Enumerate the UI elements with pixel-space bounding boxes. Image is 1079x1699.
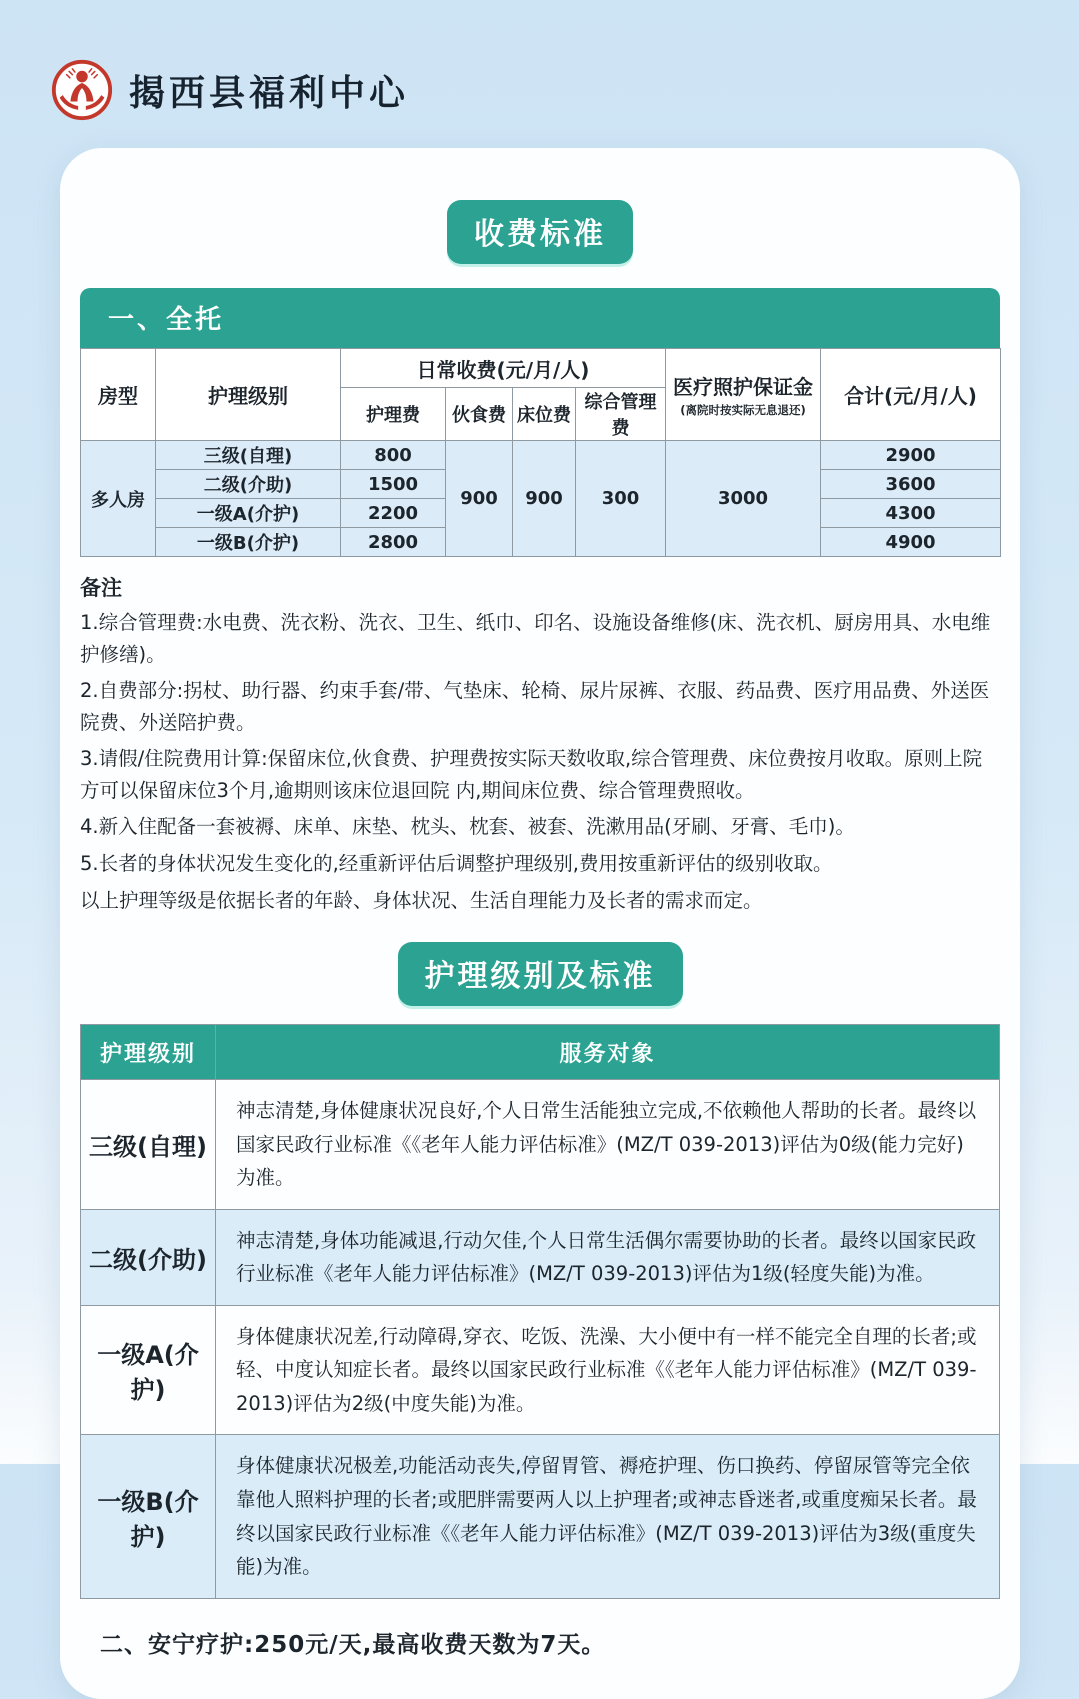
- note-item: 以上护理等级是依据长者的年龄、身体状况、生活自理能力及长者的需求而定。: [80, 888, 763, 912]
- cell-total: 4300: [821, 499, 1001, 528]
- note-item: 2.自费部分:拐杖、助行器、约束手套/带、气垫床、轮椅、尿片尿裤、衣服、药品费、医疗用品费、外送医院费、外送陪护费。: [80, 679, 990, 734]
- site-header: [50, 58, 409, 122]
- cell-nursing-fee: 800: [341, 441, 446, 470]
- civil-affairs-emblem-icon: [50, 58, 114, 122]
- notes-section: [80, 572, 1000, 916]
- cell-level-name: 三级(自理): [81, 1080, 216, 1210]
- org-name: 揭西县福利中心: [129, 71, 410, 114]
- care-level-table: [80, 1024, 1000, 1598]
- cell-level-name: 一级A(介护): [81, 1305, 216, 1435]
- table-row: [81, 441, 1001, 470]
- cell-meal-fee: 900: [446, 441, 513, 557]
- col-header-level: 护理级别: [81, 1025, 216, 1080]
- col-header-care-level: 护理级别: [156, 349, 341, 441]
- note-item: 4.新入住配备一套被褥、床单、床垫、枕头、枕套、被套、洗漱用品(牙刷、牙膏、毛巾)。: [80, 815, 855, 839]
- col-header-total: 合计(元/月/人): [821, 349, 1001, 441]
- fee-standard-title-badge: 收费标准: [447, 200, 633, 264]
- section-title-full-care: 一、全托: [80, 288, 1000, 348]
- col-header-management-fee: 综合管理费: [576, 388, 666, 441]
- col-header-bed-fee: 床位费: [513, 388, 576, 441]
- col-header-service-target: 服务对象: [216, 1025, 1000, 1080]
- note-item: 3.请假/住院费用计算:保留床位,伙食费、护理费按实际天数收取,综合管理费、床位费按月收取。原则上院方可以保留床位3个月,逾期则该床位退回院 内,期间床位费、综合管理费照收。: [80, 747, 983, 802]
- cell-care-level: 三级(自理): [156, 441, 341, 470]
- cell-level-desc: 身体健康状况差,行动障碍,穿衣、吃饭、洗澡、大小便中有一样不能完全自理的长者;或轻、中度认知症长者。最终以国家民政行业标准《《老年人能力评估标准》(MZ/T 039-2013)评估为2级(中度失能)为准。: [216, 1305, 1000, 1435]
- care-level-title-badge: 护理级别及标准: [398, 942, 683, 1006]
- cell-nursing-fee: 2800: [341, 528, 446, 557]
- table-row: [81, 1209, 1000, 1305]
- col-header-room-type: 房型: [81, 349, 156, 441]
- table-row: [81, 1305, 1000, 1435]
- col-header-deposit: [666, 349, 821, 441]
- table-row: [81, 1080, 1000, 1210]
- col-header-daily-fees-group: 日常收费(元/月/人): [341, 349, 666, 388]
- deposit-header-label: 医疗照护保证金: [673, 375, 814, 399]
- cell-nursing-fee: 1500: [341, 470, 446, 499]
- hospice-care-note: 二、安宁疗护:250元/天,最高收费天数为7天。: [100, 1631, 606, 1658]
- cell-management-fee: 300: [576, 441, 666, 557]
- note-item: 1.综合管理费:水电费、洗衣粉、洗衣、卫生、纸巾、印名、设施设备维修(床、洗衣机、厨房用具、水电维护修缮)。: [80, 611, 991, 666]
- cell-level-name: 二级(介助): [81, 1209, 216, 1305]
- deposit-header-note: (离院时按实际无息退还): [680, 403, 806, 417]
- fee-table: [80, 348, 1001, 557]
- cell-level-desc: 身体健康状况极差,功能活动丧失,停留胃管、褥疮护理、伤口换药、停留尿管等完全依靠他人照料护理的长者;或肥胖需要两人以上护理者;或神志昏迷者,或重度痴呆长者。最终以国家民政行业标准《《老年人能力评估标准》(MZ/T 039-2013)评估为3级(重度失能)为准。: [216, 1435, 1000, 1598]
- cell-care-level: 一级B(介护): [156, 528, 341, 557]
- cell-level-desc: 神志清楚,身体功能减退,行动欠佳,个人日常生活偶尔需要协助的长者。最终以国家民政行业标准《老年人能力评估标准》(MZ/T 039-2013)评估为1级(轻度失能)为准。: [216, 1209, 1000, 1305]
- cell-care-level: 一级A(介护): [156, 499, 341, 528]
- cell-care-level: 二级(介助): [156, 470, 341, 499]
- cell-deposit: 3000: [666, 441, 821, 557]
- cell-room-type: 多人房: [81, 441, 156, 557]
- note-item: 5.长者的身体状况发生变化的,经重新评估后调整护理级别,费用按重新评估的级别收取。: [80, 852, 833, 876]
- table-row: [81, 1435, 1000, 1598]
- cell-total: 4900: [821, 528, 1001, 557]
- content-card: [60, 148, 1020, 1699]
- col-header-meal-fee: 伙食费: [446, 388, 513, 441]
- cell-nursing-fee: 2200: [341, 499, 446, 528]
- notes-title: 备注: [80, 576, 122, 600]
- cell-total: 2900: [821, 441, 1001, 470]
- cell-bed-fee: 900: [513, 441, 576, 557]
- col-header-nursing-fee: 护理费: [341, 388, 446, 441]
- cell-level-name: 一级B(介护): [81, 1435, 216, 1598]
- cell-total: 3600: [821, 470, 1001, 499]
- cell-level-desc: 神志清楚,身体健康状况良好,个人日常生活能独立完成,不依赖他人帮助的长者。最终以国家民政行业标准《《老年人能力评估标准》(MZ/T 039-2013)评估为0级(能力完好)为准。: [216, 1080, 1000, 1210]
